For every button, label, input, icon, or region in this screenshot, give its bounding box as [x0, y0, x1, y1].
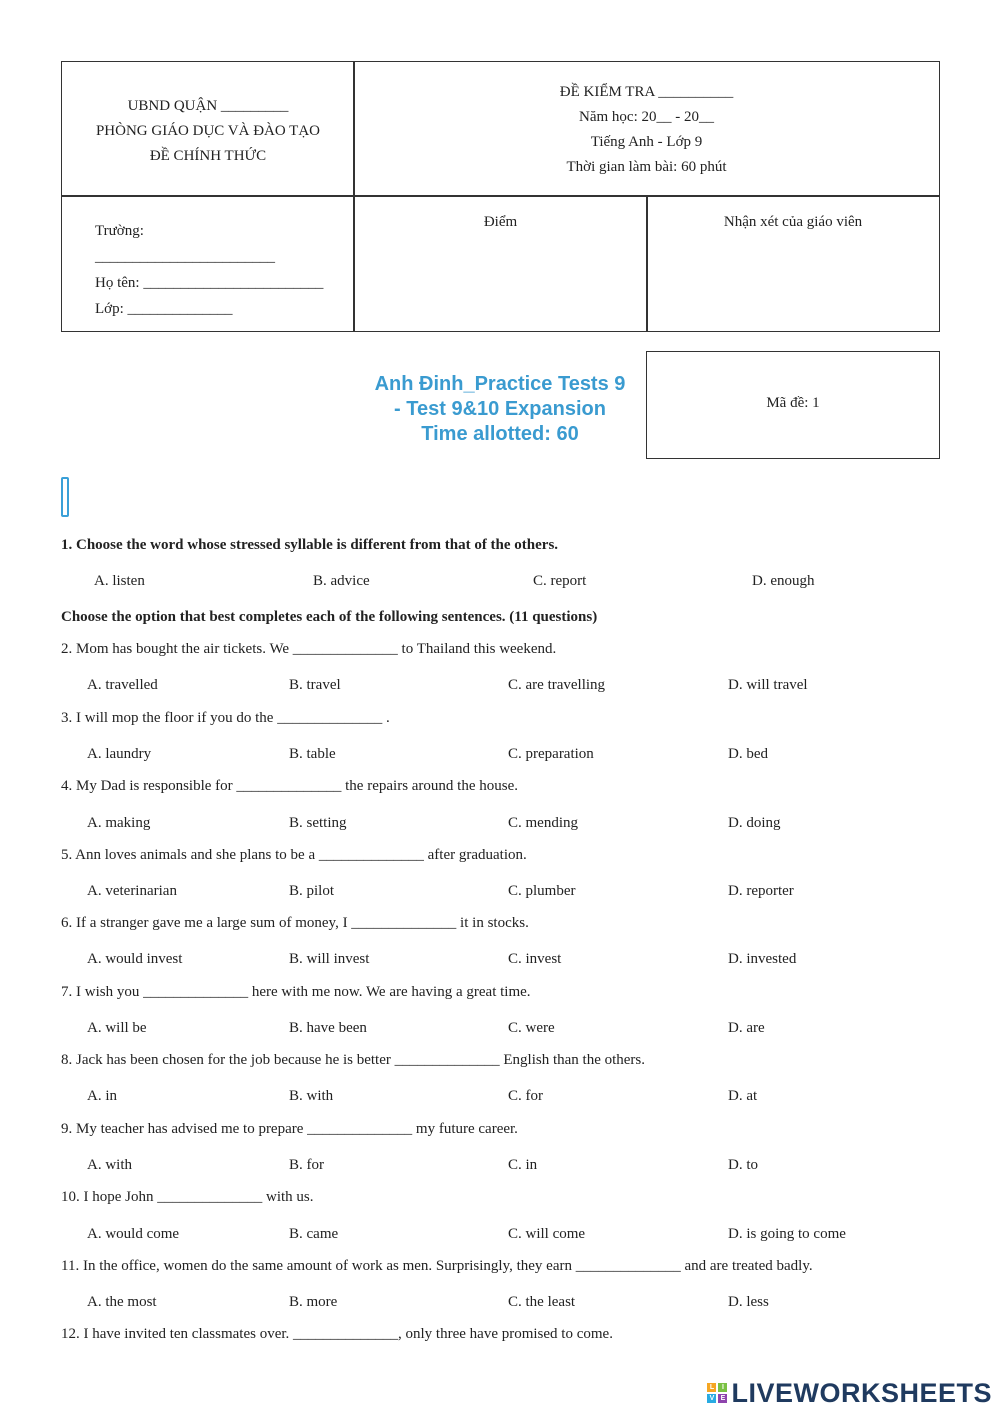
title-line-3: Time allotted: 60: [421, 423, 579, 445]
q7-option-c[interactable]: C. were: [508, 1020, 555, 1036]
header-left-cell: [61, 61, 355, 197]
q10-option-a[interactable]: A. would come: [87, 1226, 180, 1242]
q4-option-b[interactable]: B. setting: [289, 815, 347, 831]
district-line: UBND QUẬN _________: [127, 98, 289, 114]
q8-option-d[interactable]: D. at: [728, 1088, 758, 1104]
logo-mark-icon: [707, 1383, 727, 1403]
q4-option-c[interactable]: C. mending: [508, 815, 578, 831]
text-cursor-box[interactable]: [61, 477, 69, 517]
school-year-line: Năm học: 20__ - 20__: [579, 109, 714, 125]
question-4: 4. My Dad is responsible for ______________ the repairs around the house.: [61, 778, 519, 794]
title-line-1: Anh Đinh_Practice Tests 9: [374, 373, 626, 395]
question-7: 7. I wish you ______________ here with me now. We are having a great time.: [61, 984, 531, 1000]
q5-option-b[interactable]: B. pilot: [289, 883, 335, 899]
q11-option-a[interactable]: A. the most: [87, 1294, 157, 1310]
q9-option-c[interactable]: C. in: [508, 1157, 538, 1173]
q9-option-a[interactable]: A. with: [87, 1157, 132, 1173]
school-label: Trường:: [95, 223, 144, 239]
exam-code-cell: [646, 351, 940, 459]
question-10: 10. I hope John ______________ with us.: [61, 1189, 314, 1205]
liveworksheets-logo[interactable]: [707, 1378, 992, 1408]
question-6: 6. If a stranger gave me a large sum of money, I ______________ it in stocks.: [61, 915, 529, 931]
q6-option-c[interactable]: C. invest: [508, 951, 562, 967]
q1-option-c[interactable]: C. report: [533, 573, 587, 589]
q8-option-a[interactable]: A. in: [87, 1088, 117, 1104]
logo-letter-e: E: [718, 1394, 727, 1403]
q2-option-c[interactable]: C. are travelling: [508, 677, 606, 693]
department-line: PHÒNG GIÁO DỤC VÀ ĐÀO TẠO: [95, 123, 321, 139]
q3-option-a[interactable]: A. laundry: [87, 746, 152, 762]
q3-option-c[interactable]: C. preparation: [508, 746, 594, 762]
q1-option-d[interactable]: D. enough: [752, 573, 815, 589]
logo-letter-i: I: [718, 1383, 727, 1392]
q8-option-b[interactable]: B. with: [289, 1088, 334, 1104]
section1-instruction: 1. Choose the word whose stressed syllable is different from that of the others.: [61, 537, 559, 553]
q8-option-c[interactable]: C. for: [508, 1088, 543, 1104]
q6-option-b[interactable]: B. will invest: [289, 951, 370, 967]
class-line[interactable]: Lớp: ______________: [95, 301, 233, 317]
brand-name: LIVEWORKSHEETS: [731, 1377, 992, 1408]
score-cell: [353, 195, 648, 332]
exam-code-label: Mã đề: 1: [766, 395, 820, 411]
q6-option-d[interactable]: D. invested: [728, 951, 797, 967]
exam-title-line: ĐỀ KIỂM TRA __________: [559, 84, 734, 100]
test-title: [355, 372, 645, 447]
score-label: Điểm: [483, 214, 518, 230]
question-12: 12. I have invited ten classmates over. ______________, only three have promised to come.: [61, 1326, 613, 1342]
question-9: 9. My teacher has advised me to prepare ______________ my future career.: [61, 1121, 518, 1137]
q11-option-d[interactable]: D. less: [728, 1294, 769, 1310]
student-info-cell: [61, 195, 355, 332]
q2-option-d[interactable]: D. will travel: [728, 677, 808, 693]
official-exam-line: ĐỀ CHÍNH THỨC: [149, 148, 267, 164]
title-line-2: - Test 9&10 Expansion: [394, 398, 606, 420]
q10-option-d[interactable]: D. is going to come: [728, 1226, 846, 1242]
question-11: 11. In the office, women do the same amount of work as men. Surprisingly, they earn ______________ and are treated badly.: [61, 1258, 813, 1274]
logo-letter-l: L: [707, 1383, 716, 1392]
subject-line: Tiếng Anh - Lớp 9: [590, 134, 703, 150]
logo-letter-v: V: [707, 1394, 716, 1403]
q1-option-a[interactable]: A. listen: [94, 573, 145, 589]
q1-option-b[interactable]: B. advice: [313, 573, 370, 589]
q3-option-b[interactable]: B. table: [289, 746, 336, 762]
header-right-cell: [353, 61, 940, 197]
q2-option-b[interactable]: B. travel: [289, 677, 341, 693]
q7-option-a[interactable]: A. will be: [87, 1020, 147, 1036]
q3-option-d[interactable]: D. bed: [728, 746, 768, 762]
duration-line: Thời gian làm bài: 60 phút: [566, 159, 727, 175]
question-8: 8. Jack has been chosen for the job because he is better ______________ English than the others.: [61, 1052, 646, 1068]
section2-instruction: Choose the option that best completes each of the following sentences. (11 questions): [61, 609, 598, 625]
question-5: 5. Ann loves animals and she plans to be a ______________ after graduation.: [61, 847, 527, 863]
q4-option-a[interactable]: A. making: [87, 815, 151, 831]
q9-option-d[interactable]: D. to: [728, 1157, 758, 1173]
q9-option-b[interactable]: B. for: [289, 1157, 324, 1173]
teacher-comment-label: Nhận xét của giáo viên: [723, 214, 863, 230]
q7-option-b[interactable]: B. have been: [289, 1020, 367, 1036]
q2-option-a[interactable]: A. travelled: [87, 677, 158, 693]
school-blank[interactable]: ________________________: [95, 249, 275, 265]
q5-option-a[interactable]: A. veterinarian: [87, 883, 177, 899]
q11-option-b[interactable]: B. more: [289, 1294, 338, 1310]
q10-option-c[interactable]: C. will come: [508, 1226, 586, 1242]
q7-option-d[interactable]: D. are: [728, 1020, 765, 1036]
question-3: 3. I will mop the floor if you do the ______________ .: [61, 710, 390, 726]
q10-option-b[interactable]: B. came: [289, 1226, 339, 1242]
q11-option-c[interactable]: C. the least: [508, 1294, 576, 1310]
q5-option-c[interactable]: C. plumber: [508, 883, 576, 899]
q6-option-a[interactable]: A. would invest: [87, 951, 183, 967]
q4-option-d[interactable]: D. doing: [728, 815, 781, 831]
teacher-comment-cell: [646, 195, 940, 332]
q5-option-d[interactable]: D. reporter: [728, 883, 794, 899]
question-2: 2. Mom has bought the air tickets. We ______________ to Thailand this weekend.: [61, 641, 557, 657]
name-line[interactable]: Họ tên: ________________________: [95, 275, 324, 291]
